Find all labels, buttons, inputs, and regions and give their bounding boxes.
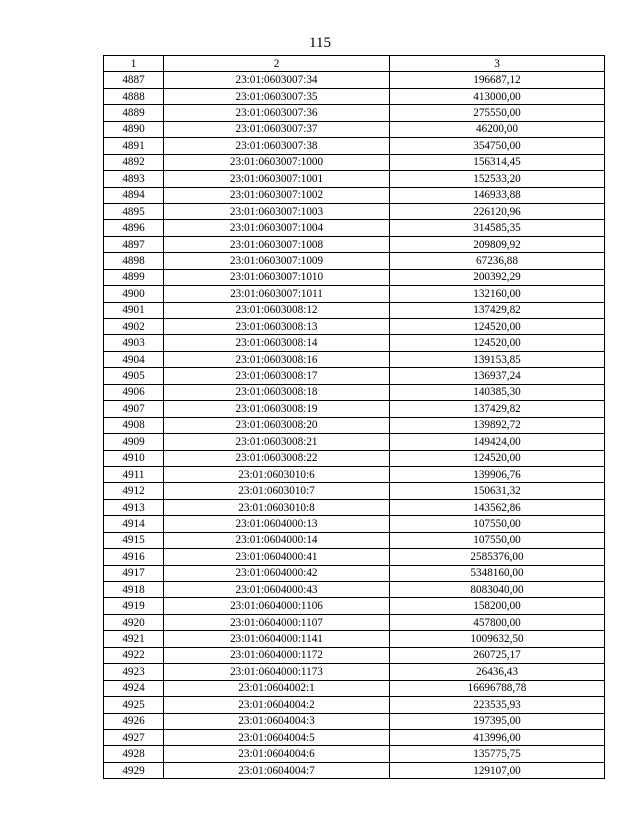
table-row <box>104 565 605 581</box>
table-row <box>104 697 605 713</box>
table-row <box>104 582 605 598</box>
table-row <box>104 746 605 762</box>
row-number-cell: 4924 <box>104 680 164 696</box>
table-row <box>104 203 605 219</box>
row-number-cell: 4913 <box>104 499 164 515</box>
row-number-cell: 4904 <box>104 351 164 367</box>
table-row <box>104 335 605 351</box>
cadastral-number-cell: 23:01:0604000:1107 <box>164 614 390 630</box>
value-cell: 196687,12 <box>390 72 605 88</box>
table-row <box>104 664 605 680</box>
cadastral-number-cell: 23:01:0603007:1001 <box>164 171 390 187</box>
cadastral-number-cell: 23:01:0603010:7 <box>164 483 390 499</box>
cadastral-number-cell: 23:01:0603007:1003 <box>164 203 390 219</box>
cadastral-number-cell: 23:01:0604002:1 <box>164 680 390 696</box>
cadastral-number-cell: 23:01:0604000:42 <box>164 565 390 581</box>
cadastral-number-cell: 23:01:0603010:6 <box>164 466 390 482</box>
row-number-cell: 4899 <box>104 269 164 285</box>
value-cell: 129107,00 <box>390 762 605 778</box>
row-number-cell: 4912 <box>104 483 164 499</box>
table-row <box>104 269 605 285</box>
cadastral-number-cell: 23:01:0604004:5 <box>164 729 390 745</box>
value-cell: 149424,00 <box>390 434 605 450</box>
value-cell: 152533,20 <box>390 171 605 187</box>
cadastral-number-cell: 23:01:0603008:19 <box>164 401 390 417</box>
cadastral-number-cell: 23:01:0603007:1010 <box>164 269 390 285</box>
table-header-row <box>104 56 605 72</box>
value-cell: 46200,00 <box>390 121 605 137</box>
cadastral-number-cell: 23:01:0603008:12 <box>164 302 390 318</box>
value-cell: 26436,43 <box>390 664 605 680</box>
row-number-cell: 4916 <box>104 549 164 565</box>
cadastral-number-cell: 23:01:0603007:1009 <box>164 253 390 269</box>
value-cell: 5348160,00 <box>390 565 605 581</box>
row-number-cell: 4888 <box>104 88 164 104</box>
row-number-cell: 4907 <box>104 401 164 417</box>
table-row <box>104 368 605 384</box>
row-number-cell: 4895 <box>104 203 164 219</box>
cadastral-number-cell: 23:01:0603008:16 <box>164 351 390 367</box>
cadastral-number-cell: 23:01:0603007:1008 <box>164 236 390 252</box>
table-row <box>104 483 605 499</box>
cadastral-number-cell: 23:01:0604000:1106 <box>164 598 390 614</box>
page-number: 115 <box>309 35 331 51</box>
table-row <box>104 253 605 269</box>
value-cell: 275550,00 <box>390 105 605 121</box>
table-row <box>104 647 605 663</box>
table-row <box>104 384 605 400</box>
table-row <box>104 401 605 417</box>
cadastral-number-cell: 23:01:0604000:1141 <box>164 631 390 647</box>
column-header-cadastral-number: 2 <box>164 56 390 72</box>
cadastral-number-cell: 23:01:0604000:1172 <box>164 647 390 663</box>
row-number-cell: 4906 <box>104 384 164 400</box>
column-header-number: 1 <box>104 56 164 72</box>
table-row <box>104 319 605 335</box>
row-number-cell: 4897 <box>104 236 164 252</box>
value-cell: 2585376,00 <box>390 549 605 565</box>
value-cell: 156314,45 <box>390 154 605 170</box>
table-row <box>104 138 605 154</box>
table-row <box>104 614 605 630</box>
cadastral-number-cell: 23:01:0603007:1000 <box>164 154 390 170</box>
value-cell: 124520,00 <box>390 319 605 335</box>
row-number-cell: 4900 <box>104 286 164 302</box>
cadastral-number-cell: 23:01:0604000:14 <box>164 532 390 548</box>
cadastral-number-cell: 23:01:0603007:35 <box>164 88 390 104</box>
cadastral-number-cell: 23:01:0603008:13 <box>164 319 390 335</box>
table-row <box>104 302 605 318</box>
value-cell: 139906,76 <box>390 466 605 482</box>
table-row <box>104 171 605 187</box>
row-number-cell: 4898 <box>104 253 164 269</box>
row-number-cell: 4896 <box>104 220 164 236</box>
value-cell: 139892,72 <box>390 417 605 433</box>
value-cell: 16696788,78 <box>390 680 605 696</box>
row-number-cell: 4927 <box>104 729 164 745</box>
row-number-cell: 4920 <box>104 614 164 630</box>
value-cell: 136937,24 <box>390 368 605 384</box>
cadastral-number-cell: 23:01:0603008:18 <box>164 384 390 400</box>
table-row <box>104 121 605 137</box>
cadastral-number-cell: 23:01:0604004:3 <box>164 713 390 729</box>
value-cell: 413996,00 <box>390 729 605 745</box>
cadastral-number-cell: 23:01:0604004:6 <box>164 746 390 762</box>
row-number-cell: 4923 <box>104 664 164 680</box>
row-number-cell: 4910 <box>104 450 164 466</box>
table-row <box>104 72 605 88</box>
row-number-cell: 4909 <box>104 434 164 450</box>
value-cell: 143562,86 <box>390 499 605 515</box>
cadastral-number-cell: 23:01:0603007:1004 <box>164 220 390 236</box>
cadastral-number-cell: 23:01:0604000:43 <box>164 582 390 598</box>
row-number-cell: 4908 <box>104 417 164 433</box>
row-number-cell: 4889 <box>104 105 164 121</box>
row-number-cell: 4887 <box>104 72 164 88</box>
row-number-cell: 4894 <box>104 187 164 203</box>
table-row <box>104 450 605 466</box>
value-cell: 158200,00 <box>390 598 605 614</box>
row-number-cell: 4905 <box>104 368 164 384</box>
cadastral-number-cell: 23:01:0603008:14 <box>164 335 390 351</box>
cadastral-number-cell: 23:01:0603007:1011 <box>164 286 390 302</box>
row-number-cell: 4911 <box>104 466 164 482</box>
value-cell: 124520,00 <box>390 335 605 351</box>
table-row <box>104 351 605 367</box>
table-row <box>104 236 605 252</box>
value-cell: 140385,30 <box>390 384 605 400</box>
table-row <box>104 187 605 203</box>
value-cell: 135775,75 <box>390 746 605 762</box>
table-row <box>104 286 605 302</box>
cadastral-number-cell: 23:01:0603007:37 <box>164 121 390 137</box>
row-number-cell: 4926 <box>104 713 164 729</box>
value-cell: 260725,17 <box>390 647 605 663</box>
table-row <box>104 154 605 170</box>
table-row <box>104 516 605 532</box>
value-cell: 124520,00 <box>390 450 605 466</box>
table-row <box>104 729 605 745</box>
cadastral-number-cell: 23:01:0603007:34 <box>164 72 390 88</box>
row-number-cell: 4929 <box>104 762 164 778</box>
row-number-cell: 4921 <box>104 631 164 647</box>
row-number-cell: 4902 <box>104 319 164 335</box>
cadastral-number-cell: 23:01:0604004:7 <box>164 762 390 778</box>
cadastral-number-cell: 23:01:0603008:20 <box>164 417 390 433</box>
table-row <box>104 549 605 565</box>
table-row <box>104 631 605 647</box>
table-row <box>104 417 605 433</box>
row-number-cell: 4928 <box>104 746 164 762</box>
value-cell: 200392,29 <box>390 269 605 285</box>
cadastral-value-table <box>103 55 605 779</box>
value-cell: 354750,00 <box>390 138 605 154</box>
table-row <box>104 680 605 696</box>
table-row <box>104 499 605 515</box>
table-row <box>104 105 605 121</box>
value-cell: 209809,92 <box>390 236 605 252</box>
table-row <box>104 434 605 450</box>
table-row <box>104 762 605 778</box>
row-number-cell: 4917 <box>104 565 164 581</box>
row-number-cell: 4914 <box>104 516 164 532</box>
value-cell: 139153,85 <box>390 351 605 367</box>
cadastral-number-cell: 23:01:0603007:38 <box>164 138 390 154</box>
row-number-cell: 4922 <box>104 647 164 663</box>
table-row <box>104 713 605 729</box>
row-number-cell: 4915 <box>104 532 164 548</box>
value-cell: 1009632,50 <box>390 631 605 647</box>
value-cell: 197395,00 <box>390 713 605 729</box>
column-header-value: 3 <box>390 56 605 72</box>
value-cell: 132160,00 <box>390 286 605 302</box>
value-cell: 223535,93 <box>390 697 605 713</box>
table-row <box>104 598 605 614</box>
value-cell: 137429,82 <box>390 401 605 417</box>
row-number-cell: 4892 <box>104 154 164 170</box>
value-cell: 413000,00 <box>390 88 605 104</box>
table-row <box>104 88 605 104</box>
value-cell: 107550,00 <box>390 516 605 532</box>
row-number-cell: 4891 <box>104 138 164 154</box>
table-row <box>104 466 605 482</box>
cadastral-number-cell: 23:01:0603007:36 <box>164 105 390 121</box>
value-cell: 8083040,00 <box>390 582 605 598</box>
table-row <box>104 220 605 236</box>
cadastral-number-cell: 23:01:0603008:22 <box>164 450 390 466</box>
row-number-cell: 4890 <box>104 121 164 137</box>
cadastral-number-cell: 23:01:0604000:41 <box>164 549 390 565</box>
value-cell: 226120,96 <box>390 203 605 219</box>
cadastral-number-cell: 23:01:0603008:21 <box>164 434 390 450</box>
row-number-cell: 4901 <box>104 302 164 318</box>
value-cell: 107550,00 <box>390 532 605 548</box>
table-row <box>104 532 605 548</box>
row-number-cell: 4925 <box>104 697 164 713</box>
cadastral-number-cell: 23:01:0604000:13 <box>164 516 390 532</box>
row-number-cell: 4919 <box>104 598 164 614</box>
cadastral-number-cell: 23:01:0603010:8 <box>164 499 390 515</box>
cadastral-number-cell: 23:01:0603008:17 <box>164 368 390 384</box>
row-number-cell: 4903 <box>104 335 164 351</box>
value-cell: 137429,82 <box>390 302 605 318</box>
cadastral-number-cell: 23:01:0603007:1002 <box>164 187 390 203</box>
table-body <box>104 72 605 779</box>
value-cell: 67236,88 <box>390 253 605 269</box>
value-cell: 314585,35 <box>390 220 605 236</box>
cadastral-number-cell: 23:01:0604000:1173 <box>164 664 390 680</box>
value-cell: 150631,32 <box>390 483 605 499</box>
row-number-cell: 4918 <box>104 582 164 598</box>
cadastral-number-cell: 23:01:0604004:2 <box>164 697 390 713</box>
value-cell: 146933,88 <box>390 187 605 203</box>
row-number-cell: 4893 <box>104 171 164 187</box>
value-cell: 457800,00 <box>390 614 605 630</box>
